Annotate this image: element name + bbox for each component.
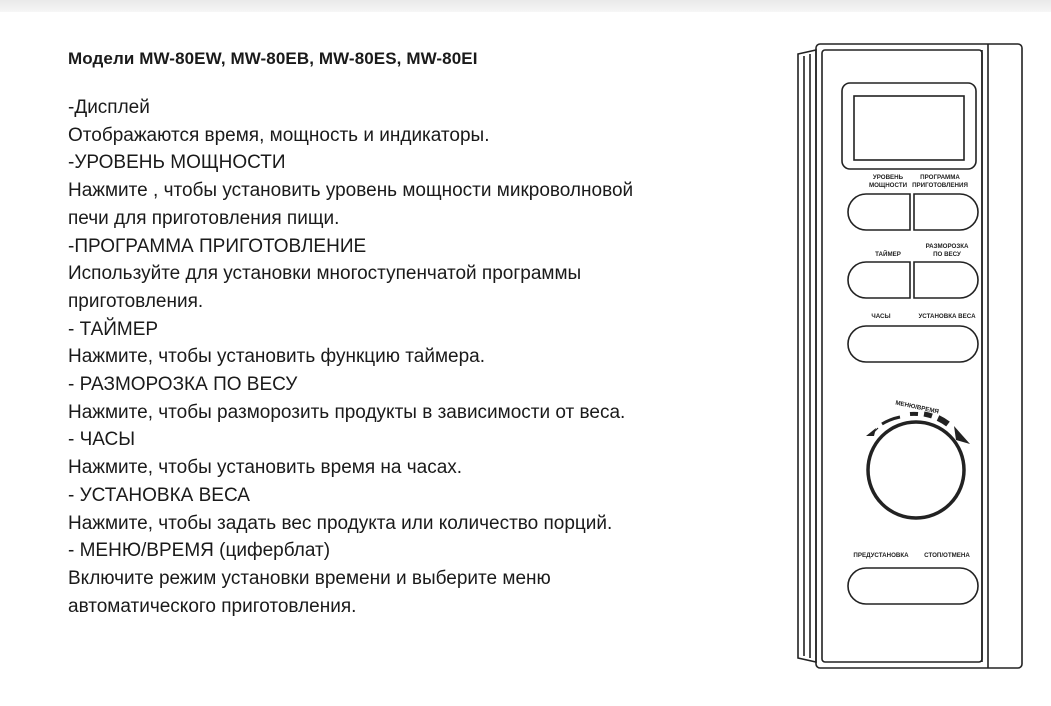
defrost-label (926, 243, 969, 258)
line-program-text-1: Используйте для установки многоступенчатой программы (68, 263, 582, 285)
defrost-label-line-1: РАЗМОРОЗКА (925, 243, 969, 250)
line-dial-heading: - МЕНЮ/ВРЕМЯ (циферблат) (68, 540, 331, 562)
defrost-by-weight-button[interactable] (914, 262, 978, 298)
preset-button[interactable] (848, 568, 913, 604)
weight-setting-label: УСТАНОВКА ВЕСА (918, 313, 976, 320)
line-timer-heading: - ТАЙМЕР (68, 318, 159, 340)
line-clock-text: Нажмите, чтобы установить время на часах. (68, 457, 463, 479)
line-program-text-2: приготовления. (68, 290, 204, 312)
line-defrost-heading: - РАЗМОРОЗКА ПО ВЕСУ (68, 374, 298, 396)
description-list (68, 94, 768, 620)
line-weight-text: Нажмите, чтобы задать вес продукта или количество порций. (68, 512, 613, 534)
defrost-label-line-2: ПО ВЕСУ (933, 250, 961, 258)
menu-time-dial-label: МЕНЮ/ВРЕМЯ (894, 399, 940, 416)
weight-setting-button[interactable] (913, 326, 978, 362)
line-display-text: Отображаются время, мощность и индикаторы. (68, 124, 490, 146)
power-level-button[interactable] (848, 194, 910, 230)
line-power-text-2: печи для приготовления пищи. (68, 207, 340, 229)
line-power-heading: -УРОВЕНЬ МОЩНОСТИ (68, 152, 286, 174)
line-dial-text-2: автоматического приготовления. (68, 595, 357, 617)
cooking-program-label-line-1: ПРОГРАММА (920, 174, 960, 181)
top-bar (0, 0, 1051, 12)
timer-label: ТАЙМЕР (875, 251, 901, 258)
line-power-text-1: Нажмите , чтобы установить уровень мощности микроволновой (68, 180, 634, 202)
cooking-program-label (912, 174, 968, 189)
line-program-heading: -ПРОГРАММА ПРИГОТОВЛЕНИЕ (68, 235, 367, 257)
document-title: Модели MW-80EW, MW-80EB, MW-80ES, MW-80EI (68, 49, 478, 68)
line-dial-text-1: Включите режим установки времени и выберите меню (68, 567, 551, 589)
clock-button[interactable] (848, 326, 913, 362)
line-defrost-text: Нажмите, чтобы разморозить продукты в зависимости от веса. (68, 401, 626, 423)
line-weight-heading: - УСТАНОВКА ВЕСА (68, 484, 250, 506)
power-level-label-line-2: МОЩНОСТИ (868, 181, 908, 189)
line-display-heading: -Дисплей (68, 97, 150, 118)
control-panel-diagram (792, 38, 1032, 688)
power-level-label (869, 174, 907, 189)
clock-label: ЧАСЫ (871, 313, 891, 320)
line-clock-heading: - ЧАСЫ (68, 429, 136, 451)
menu-time-dial[interactable] (868, 422, 964, 518)
timer-button[interactable] (848, 262, 910, 298)
cooking-program-button[interactable] (914, 194, 978, 230)
stop-cancel-label: СТОП/ОТМЕНА (924, 552, 970, 559)
stop-cancel-button[interactable] (913, 568, 978, 604)
line-timer-text: Нажмите, чтобы установить функцию таймера. (68, 346, 486, 368)
cooking-program-label-line-2: ПРИГОТОВЛЕНИЯ (912, 181, 968, 189)
power-level-label-line-1: УРОВЕНЬ (872, 174, 904, 181)
preset-label: ПРЕДУСТАНОВКА (853, 552, 909, 559)
